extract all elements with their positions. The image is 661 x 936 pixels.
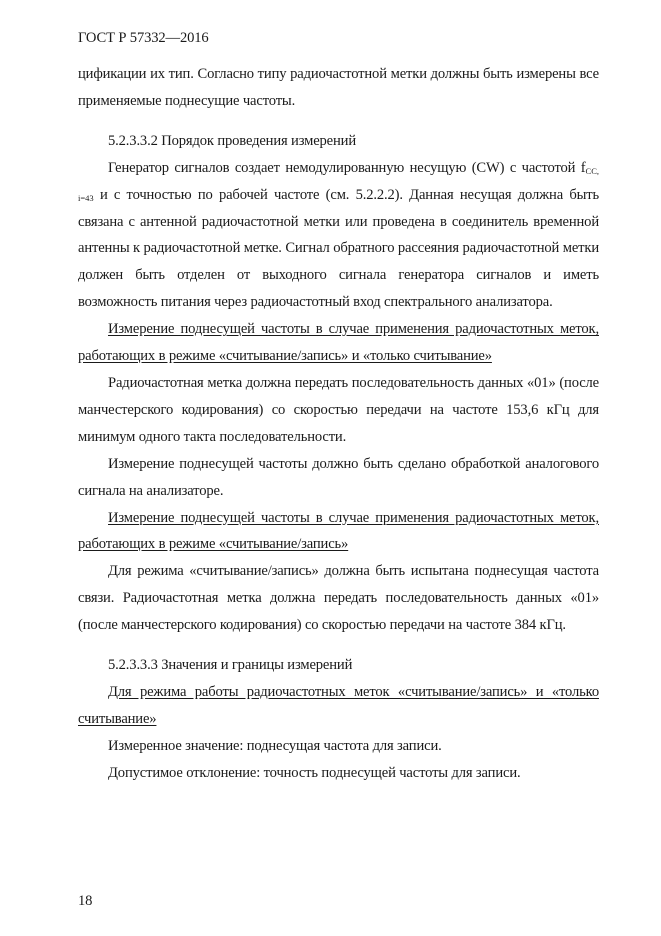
underlined-subheading-read-write: Измерение поднесущей частоты в случае применения радиочастотных меток, работающих в режиме «считывание/запись» [78,509,599,553]
paragraph-continuation: цификации их тип. Согласно типу радиочастотной метки должны быть измерены все применяемые поднесущие частоты. [78,66,599,109]
paragraph-text-after: и с точностью по рабочей частоте (см. 5.2.2.2). Данная несущая должна быть связана с антенной радиочастотной метки или проведена в соединитель временной антенны к радиочастотной метке. Сигнал обратного рассеяния радиочастотной метки должен быть отделен от выходного сигнала генератора сигналов и иметь возможность питания через радиочастотный вход спектрального анализатора. [78,186,599,311]
underlined-subheading-read-write-read-only: Измерение поднесущей частоты в случае применения радиочастотных меток, работающих в режиме «считывание/запись» и «только считывание» [78,321,599,365]
paragraph-153-khz: Радиочастотная метка должна передать последовательность данных «01» (после манчестерского кодирования) со скоростью передачи на частоте 153,6 кГц для минимум одного такта последовательности. [78,374,599,445]
underlined-subheading-modes: Для режима работы радиочастотных меток «считывание/запись» и «только считывание» [78,683,599,727]
paragraph-tolerance: Допустимое отклонение: точность поднесущей частоты для записи. [108,764,521,781]
page-number: 18 [78,893,93,909]
section-heading-5-2-3-3-2: 5.2.3.3.2 Порядок проведения измерений [108,132,356,149]
section-heading-5-2-3-3-3: 5.2.3.3.3 Значения и границы измерений [108,657,353,674]
paragraph-384-khz: Для режима «считывание/запись» должна быть испытана поднесущая частота связи. Радиочастотная метка должна передать последовательность данных «01» (после манчестерского кодирования) со скоростью передачи на частоте 384 кГц. [78,563,599,634]
standard-header: ГОСТ Р 57332—2016 [78,30,209,46]
frequency-subscript: CC, i=43 [78,165,599,203]
paragraph-analog-measurement: Измерение поднесущей частоты должно быть сделано обработкой аналогового сигнала на анализаторе. [78,455,599,499]
paragraph-text-before: Генератор сигналов создает немодулированную несущую (CW) с частотой f [108,159,586,176]
document-body [78,61,599,787]
paragraph-measured-value: Измеренное значение: поднесущая частота для записи. [108,737,442,754]
paragraph-signal-generator [78,155,599,316]
